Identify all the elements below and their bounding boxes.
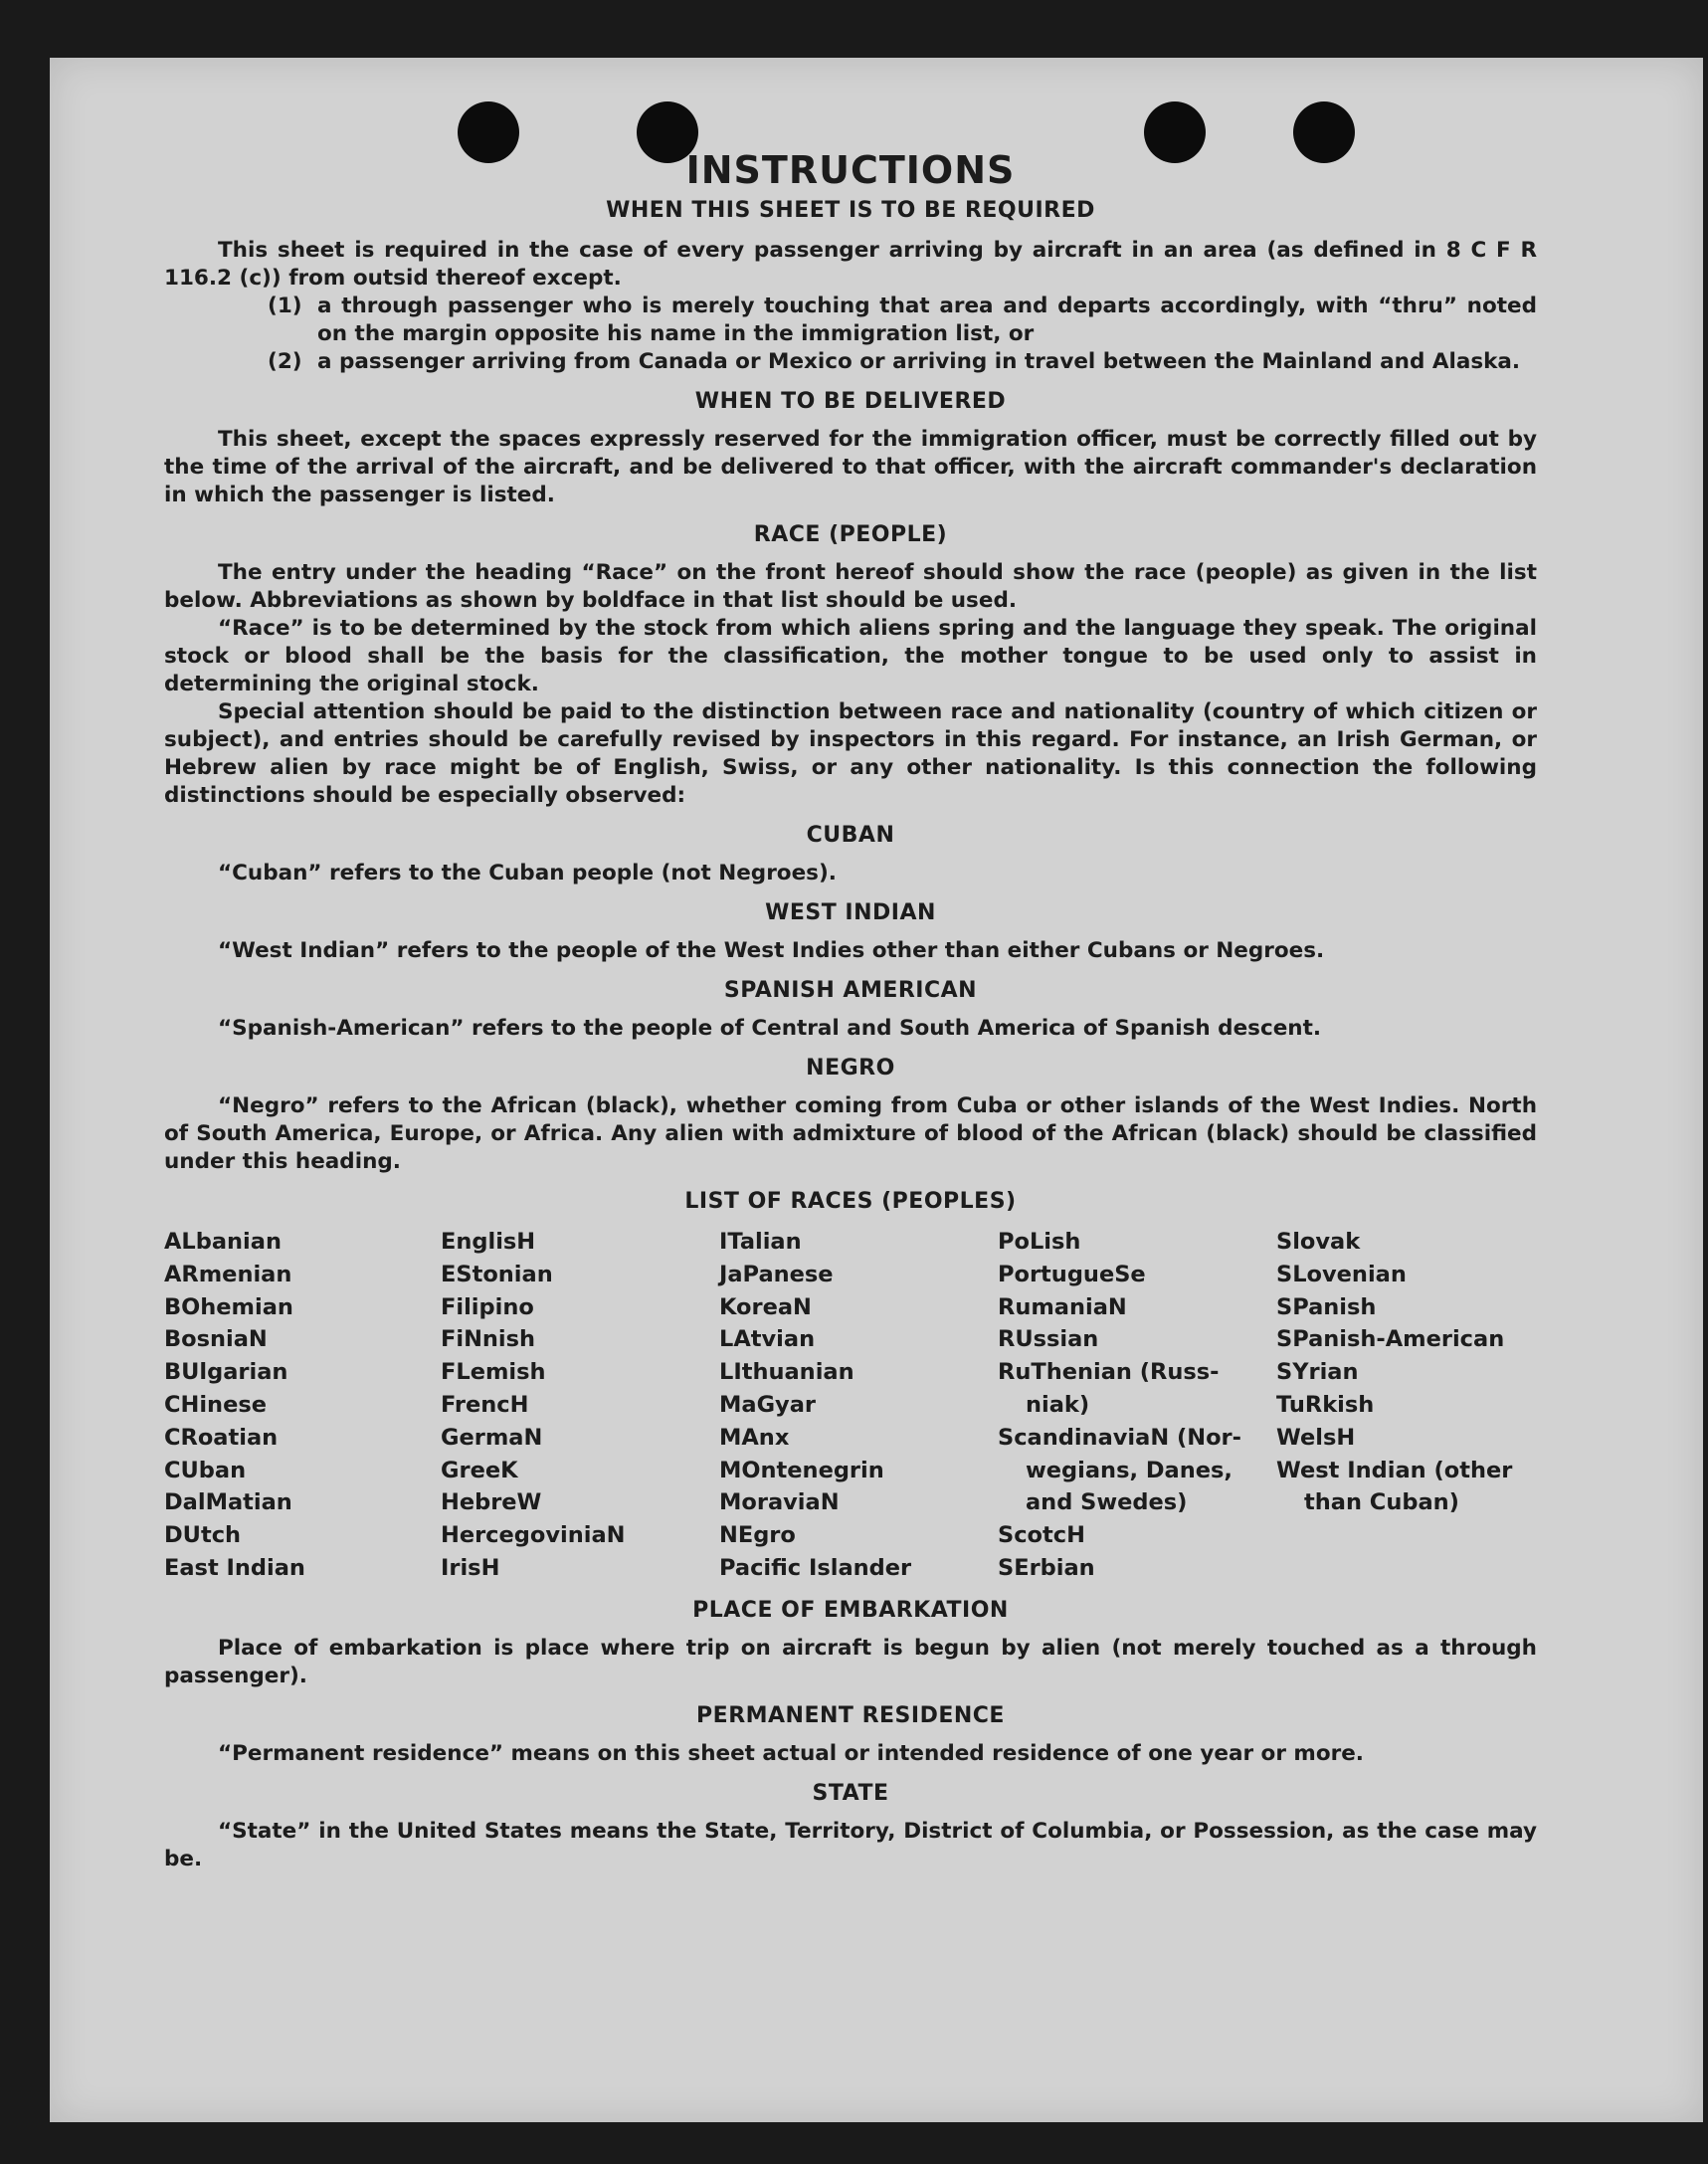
race-item: ITalian xyxy=(719,1229,802,1255)
heading-negro: NEGRO xyxy=(806,1056,895,1081)
race-item: SLovenian xyxy=(1276,1261,1407,1287)
race-item: DalMatian xyxy=(164,1489,292,1516)
heading-race: RACE (PEOPLE) xyxy=(753,522,948,547)
heading-embarkation: PLACE OF EMBARKATION xyxy=(692,1597,1009,1623)
race-item: Pacific Islander xyxy=(719,1554,912,1581)
race-item: BOhemian xyxy=(164,1293,293,1320)
exception-text: a through passenger who is merely touching that area and departs accordingly, with “thru” noted on the margin opposite his name in the immigration list, or xyxy=(317,294,1537,346)
heading-when-delivered: WHEN TO BE DELIVERED xyxy=(694,389,1007,414)
exception-item xyxy=(268,348,1537,376)
heading-cuban: CUBAN xyxy=(806,823,895,848)
race-item: HercegoviniaN xyxy=(441,1522,626,1549)
races-column xyxy=(164,1226,441,1585)
race-item: MOntenegrin xyxy=(719,1457,884,1483)
race-item: EStonian xyxy=(441,1261,553,1287)
heading-spanish-american: SPANISH AMERICAN xyxy=(723,978,978,1003)
race-item: BUlgarian xyxy=(164,1359,288,1386)
race-paragraph-3: Special attention should be paid to the distinction between race and nationality (country of which citizen or subject), and entries should be carefully revised by inspectors in this regard. For instance, an Irish German, or Hebrew alien by race might be of English, Swiss, or any other nationality. Is this connection the following distinctions should be especially observed: xyxy=(164,699,1537,808)
race-item: RUssian xyxy=(998,1326,1099,1353)
race-item: West Indian (other xyxy=(1276,1457,1513,1483)
west-indian-text: “West Indian” refers to the people of the West Indies other than either Cubans or Negroes. xyxy=(218,938,1325,963)
race-item: JaPanese xyxy=(719,1261,834,1287)
race-item: CHinese xyxy=(164,1391,267,1418)
race-item: MaGyar xyxy=(719,1391,816,1418)
race-item: ScandinaviaN (Nor- xyxy=(998,1424,1241,1451)
page-title: INSTRUCTIONS xyxy=(685,148,1016,192)
race-item: East Indian xyxy=(164,1554,305,1581)
race-item: ScotcH xyxy=(998,1522,1085,1549)
heading-list-of-races: LIST OF RACES (PEOPLES) xyxy=(684,1189,1017,1214)
race-item: FLemish xyxy=(441,1359,546,1386)
race-item: RuThenian (Russ- xyxy=(998,1359,1220,1386)
race-item: GreeK xyxy=(441,1457,518,1483)
races-column xyxy=(719,1226,998,1585)
race-item: wegians, Danes, xyxy=(1026,1457,1233,1483)
race-item: niak) xyxy=(1026,1391,1090,1418)
race-paragraph-2: “Race” is to be determined by the stock from which aliens spring and the language they speak. The original stock or blood shall be the basis for the classification, the mother tongue to be used only to assist in determining the original stock. xyxy=(164,616,1537,696)
race-item: WelsH xyxy=(1276,1424,1356,1451)
permanent-residence-text: “Permanent residence” means on this sheet actual or intended residence of one year or more. xyxy=(218,1740,1364,1766)
race-item: ARmenian xyxy=(164,1261,292,1287)
race-item: NEgro xyxy=(719,1522,796,1549)
exception-item xyxy=(268,293,1537,348)
embarkation-text: Place of embarkation is place where trip on aircraft is begun by alien (not merely touched as a through passenger). xyxy=(164,1635,1537,1688)
when-delivered-text: This sheet, except the spaces expressly reserved for the immigration officer, must be correctly filled out by the time of the arrival of the aircraft, and be delivered to that officer, with the aircraft commander's declaration in which the passenger is listed. xyxy=(164,427,1537,507)
race-item: SPanish-American xyxy=(1276,1326,1505,1353)
heading-when-required: WHEN THIS SHEET IS TO BE REQUIRED xyxy=(606,198,1095,223)
race-item: SPanish xyxy=(1276,1293,1377,1320)
exception-text: a passenger arriving from Canada or Mexico or arriving in travel between the Mainland and Alaska. xyxy=(317,349,1521,374)
race-item: MoraviaN xyxy=(719,1489,840,1516)
race-item: HebreW xyxy=(441,1489,542,1516)
spanish-american-text: “Spanish-American” refers to the people of Central and South America of Spanish descent. xyxy=(218,1016,1322,1041)
race-item: FiNnish xyxy=(441,1326,536,1353)
races-column xyxy=(1276,1226,1535,1585)
when-required-intro: This sheet is required in the case of every passenger arriving by aircraft in an area (as defined in 8 C F R 116.2 (c)) from outsid thereof except. xyxy=(164,238,1537,291)
heading-permanent-residence: PERMANENT RESIDENCE xyxy=(696,1702,1005,1728)
cuban-text: “Cuban” refers to the Cuban people (not Negroes). xyxy=(218,861,837,885)
exception-number: (1) xyxy=(268,294,302,318)
race-item: IrisH xyxy=(441,1554,500,1581)
race-item: and Swedes) xyxy=(1026,1489,1188,1516)
instructions-content xyxy=(164,147,1537,1873)
race-item: than Cuban) xyxy=(1304,1489,1459,1516)
races-column xyxy=(998,1226,1276,1585)
heading-west-indian: WEST INDIAN xyxy=(765,900,936,925)
race-item: SYrian xyxy=(1276,1359,1359,1386)
race-item: LIthuanian xyxy=(719,1359,854,1386)
race-item: CRoatian xyxy=(164,1424,279,1451)
race-item: PortugueSe xyxy=(998,1261,1146,1287)
race-item: ALbanian xyxy=(164,1229,282,1255)
race-item: KoreaN xyxy=(719,1293,812,1320)
race-item: PoLish xyxy=(998,1229,1081,1255)
exception-number: (2) xyxy=(268,349,302,374)
heading-state: STATE xyxy=(812,1780,889,1806)
race-item: CUban xyxy=(164,1457,247,1483)
race-item: Slovak xyxy=(1276,1229,1361,1255)
race-paragraph-1: The entry under the heading “Race” on the front hereof should show the race (people) as given in the list below. Abbreviations as shown by boldface in that list should be used. xyxy=(164,560,1537,613)
race-item: Filipino xyxy=(441,1293,534,1320)
races-column xyxy=(441,1226,719,1585)
race-item: FrencH xyxy=(441,1391,529,1418)
race-item: DUtch xyxy=(164,1522,242,1549)
race-item: EnglisH xyxy=(441,1229,536,1255)
race-item: SErbian xyxy=(998,1554,1095,1581)
race-item: LAtvian xyxy=(719,1326,816,1353)
race-item: RumaniaN xyxy=(998,1293,1127,1320)
race-item: MAnx xyxy=(719,1424,790,1451)
state-text: “State” in the United States means the State, Territory, District of Columbia, or Possession, as the case may be. xyxy=(164,1818,1537,1871)
negro-text: “Negro” refers to the African (black), whether coming from Cuba or other islands of the West Indies. North of South America, Europe, or Africa. Any alien with admixture of blood of the African (black) should be classified under this heading. xyxy=(164,1093,1537,1174)
race-item: TuRkish xyxy=(1276,1391,1375,1418)
race-item: BosniaN xyxy=(164,1326,268,1353)
races-list xyxy=(164,1226,1537,1585)
race-item: GermaN xyxy=(441,1424,543,1451)
